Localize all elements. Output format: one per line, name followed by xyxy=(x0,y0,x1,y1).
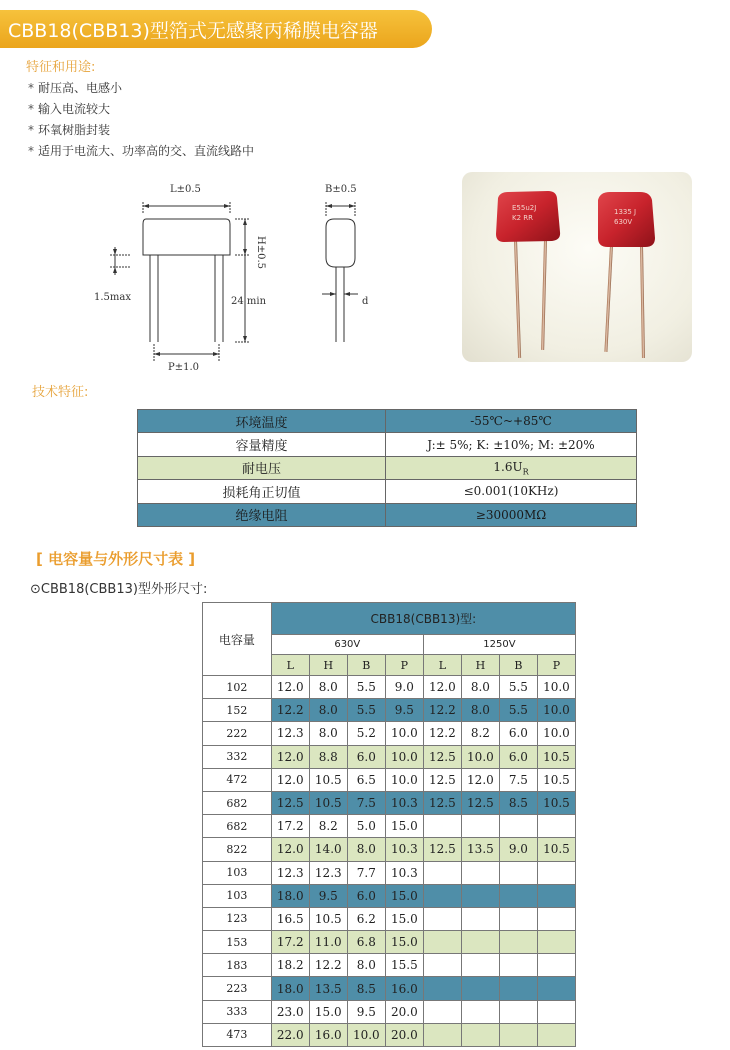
dimension-cell: 10.5 xyxy=(309,791,347,814)
dimension-cell: 15.0 xyxy=(385,931,423,954)
dimension-cell: 10.5 xyxy=(537,838,575,861)
dimension-cell xyxy=(461,1023,499,1046)
spec-value: -55℃~+85℃ xyxy=(386,410,637,433)
table-row xyxy=(203,768,576,791)
table-row xyxy=(138,503,637,526)
features-list xyxy=(28,78,254,162)
dimension-cell xyxy=(499,1023,537,1046)
dimension-cell: 13.5 xyxy=(461,838,499,861)
table-row xyxy=(203,699,576,722)
dim-label-lead-length: 24 min xyxy=(231,296,267,307)
capacitance-cell: 332 xyxy=(203,745,272,768)
dimension-cell: 10.5 xyxy=(537,768,575,791)
dimension-cell: 12.0 xyxy=(271,745,309,768)
spec-value: ≤0.001(10KHz) xyxy=(386,480,637,503)
table-row xyxy=(203,1000,576,1023)
dim-label-P: P±1.0 xyxy=(168,362,200,373)
dimension-cell: 6.0 xyxy=(499,745,537,768)
cap-marking: E55u2J xyxy=(512,204,537,212)
column-header: L xyxy=(423,655,461,676)
dimension-cell xyxy=(423,1000,461,1023)
table-row xyxy=(138,433,637,456)
dimension-cell: 10.5 xyxy=(309,768,347,791)
dimension-cell: 11.0 xyxy=(309,931,347,954)
dimension-cell xyxy=(499,861,537,884)
list-item: * 输入电流较大 xyxy=(28,99,254,120)
column-header: P xyxy=(385,655,423,676)
table-row xyxy=(203,861,576,884)
dimension-cell: 8.2 xyxy=(309,815,347,838)
table-row xyxy=(203,745,576,768)
dimension-cell xyxy=(537,977,575,1000)
dimension-cell: 10.0 xyxy=(537,699,575,722)
table-row xyxy=(203,676,576,699)
spec-name: 绝缘电阻 xyxy=(138,503,386,526)
dimension-cell xyxy=(423,931,461,954)
dimension-cell: 23.0 xyxy=(271,1000,309,1023)
cap-marking: 630V xyxy=(614,218,633,226)
dimension-cell xyxy=(537,1023,575,1046)
dimension-cell: 12.2 xyxy=(309,954,347,977)
dimension-cell: 12.5 xyxy=(461,791,499,814)
dimension-cell: 10.0 xyxy=(537,722,575,745)
capacitance-cell: 152 xyxy=(203,699,272,722)
dimension-cell: 7.7 xyxy=(347,861,385,884)
capacitance-cell: 682 xyxy=(203,815,272,838)
dimension-cell: 14.0 xyxy=(309,838,347,861)
dimension-cell: 10.0 xyxy=(385,722,423,745)
dimension-cell: 10.0 xyxy=(385,745,423,768)
dimension-cell xyxy=(537,815,575,838)
dimension-cell xyxy=(499,977,537,1000)
table-row xyxy=(138,480,637,503)
dim-label-H: H±0.5 xyxy=(255,236,266,270)
dimension-cell xyxy=(461,954,499,977)
dimension-cell: 18.2 xyxy=(271,954,309,977)
table-row xyxy=(203,884,576,907)
dimension-cell: 17.2 xyxy=(271,931,309,954)
dimension-drawing xyxy=(90,172,390,382)
dimension-cell: 17.2 xyxy=(271,815,309,838)
cap-marking: 1335 J xyxy=(614,208,637,216)
dimension-cell: 12.5 xyxy=(423,791,461,814)
dimension-cell: 8.0 xyxy=(461,676,499,699)
dimension-cell: 9.5 xyxy=(385,699,423,722)
spec-value: ≥30000MΩ xyxy=(386,503,637,526)
dimension-cell: 8.2 xyxy=(461,722,499,745)
dimension-cell: 10.3 xyxy=(385,791,423,814)
spec-value-cell xyxy=(386,456,637,479)
dimension-cell xyxy=(537,1000,575,1023)
capacitance-cell: 123 xyxy=(203,907,272,930)
dimension-cell: 18.0 xyxy=(271,977,309,1000)
cap-marking: K2 RR xyxy=(512,214,533,222)
dimension-cell xyxy=(423,861,461,884)
dimension-cell: 15.0 xyxy=(309,1000,347,1023)
column-header: H xyxy=(461,655,499,676)
dimension-cell: 12.0 xyxy=(423,676,461,699)
spec-name: 损耗角正切值 xyxy=(138,480,386,503)
dimension-cell: 15.5 xyxy=(385,954,423,977)
dimension-cell xyxy=(499,815,537,838)
dimension-cell: 10.5 xyxy=(537,791,575,814)
capacitance-cell: 102 xyxy=(203,676,272,699)
tech-spec-table xyxy=(137,409,637,527)
dimension-cell xyxy=(423,907,461,930)
dimension-cell xyxy=(499,931,537,954)
dimension-cell: 12.5 xyxy=(271,791,309,814)
table-row xyxy=(203,907,576,930)
column-header: H xyxy=(309,655,347,676)
capacitance-cell: 103 xyxy=(203,884,272,907)
dimension-cell: 9.5 xyxy=(309,884,347,907)
dimension-cell: 12.0 xyxy=(271,676,309,699)
list-item: * 耐压高、电感小 xyxy=(28,78,254,99)
dimension-cell xyxy=(423,1023,461,1046)
dimension-cell: 18.0 xyxy=(271,884,309,907)
dimension-cell: 12.5 xyxy=(423,768,461,791)
dimension-cell xyxy=(461,815,499,838)
dimension-cell: 10.0 xyxy=(385,768,423,791)
dimension-cell: 13.5 xyxy=(309,977,347,1000)
dimension-cell: 6.8 xyxy=(347,931,385,954)
dimension-cell: 6.5 xyxy=(347,768,385,791)
dimension-cell: 7.5 xyxy=(347,791,385,814)
dimension-cell xyxy=(423,977,461,1000)
capacitance-cell: 822 xyxy=(203,838,272,861)
dimension-cell: 22.0 xyxy=(271,1023,309,1046)
dimension-cell xyxy=(499,1000,537,1023)
spec-value-subscript: R xyxy=(522,467,529,477)
dimension-cell: 5.5 xyxy=(499,676,537,699)
dimension-cell: 9.0 xyxy=(499,838,537,861)
dimension-cell xyxy=(461,907,499,930)
dimension-cell: 15.0 xyxy=(385,907,423,930)
table-row xyxy=(138,456,637,479)
dimension-cell: 5.5 xyxy=(499,699,537,722)
page-title: CBB18(CBB13)型箔式无感聚丙稀膜电容器 xyxy=(8,20,378,42)
dim-label-lead-max: 1.5max xyxy=(94,292,131,303)
dimension-cell xyxy=(499,907,537,930)
dimension-cell xyxy=(537,884,575,907)
dimension-cell xyxy=(461,931,499,954)
dimension-cell: 20.0 xyxy=(385,1000,423,1023)
dimension-cell: 12.0 xyxy=(461,768,499,791)
dimension-cell: 16.0 xyxy=(385,977,423,1000)
dimension-cell: 10.5 xyxy=(537,745,575,768)
dimension-cell: 8.0 xyxy=(461,699,499,722)
table-row xyxy=(203,815,576,838)
column-header: B xyxy=(499,655,537,676)
spec-name: 环境温度 xyxy=(138,410,386,433)
table-row xyxy=(203,954,576,977)
capacitance-cell: 223 xyxy=(203,977,272,1000)
column-header: L xyxy=(271,655,309,676)
dimension-cell: 15.0 xyxy=(385,815,423,838)
dimension-cell xyxy=(537,954,575,977)
dim-label-B: B±0.5 xyxy=(325,184,357,195)
dimension-cell: 6.0 xyxy=(347,745,385,768)
table-row xyxy=(203,722,576,745)
dimension-cell xyxy=(461,884,499,907)
dimension-cell: 12.2 xyxy=(423,699,461,722)
dimension-cell: 6.0 xyxy=(347,884,385,907)
table-row xyxy=(203,791,576,814)
dimension-cell: 8.0 xyxy=(309,699,347,722)
dimension-cell xyxy=(461,1000,499,1023)
table-row xyxy=(203,1023,576,1046)
capacitance-cell: 103 xyxy=(203,861,272,884)
dimension-cell: 10.0 xyxy=(347,1023,385,1046)
spec-name: 容量精度 xyxy=(138,433,386,456)
dimension-cell: 16.5 xyxy=(271,907,309,930)
spec-name: 耐电压 xyxy=(138,456,386,479)
tech-heading: 技术特征: xyxy=(32,385,89,400)
spec-value: 1.6U xyxy=(493,459,523,474)
dimension-cell: 12.5 xyxy=(423,745,461,768)
capacitor-front-outline xyxy=(143,219,230,255)
features-heading: 特征和用途: xyxy=(26,60,96,75)
dimension-cell: 8.0 xyxy=(347,954,385,977)
table-header-row xyxy=(203,603,576,635)
capacitor-side-outline xyxy=(326,219,355,267)
spec-value: J:± 5%; K: ±10%; M: ±20% xyxy=(386,433,637,456)
dimension-cell: 12.3 xyxy=(309,861,347,884)
dimension-cell xyxy=(537,931,575,954)
column-header-capacitance: 电容量 xyxy=(203,603,272,676)
dimension-cell: 8.0 xyxy=(309,722,347,745)
dimension-cell xyxy=(537,907,575,930)
capacitance-cell: 153 xyxy=(203,931,272,954)
table-row xyxy=(203,931,576,954)
dims-subnote: ⊙CBB18(CBB13)型外形尺寸: xyxy=(30,582,208,597)
dimension-cell: 8.0 xyxy=(309,676,347,699)
dimension-cell: 12.5 xyxy=(423,838,461,861)
column-header: B xyxy=(347,655,385,676)
capacitance-cell: 682 xyxy=(203,791,272,814)
column-header-voltage: 630V xyxy=(271,635,423,655)
dimension-cell: 9.5 xyxy=(347,1000,385,1023)
dims-heading: [ 电容量与外形尺寸表 ] xyxy=(36,550,196,568)
capacitance-cell: 333 xyxy=(203,1000,272,1023)
dimension-table xyxy=(202,602,576,1047)
dimension-cell: 5.5 xyxy=(347,676,385,699)
dimension-cell: 10.3 xyxy=(385,861,423,884)
title-banner xyxy=(0,10,432,48)
list-item: * 环氧树脂封装 xyxy=(28,120,254,141)
dimension-cell: 12.0 xyxy=(271,768,309,791)
dimension-cell xyxy=(423,884,461,907)
dimension-cell: 5.0 xyxy=(347,815,385,838)
capacitors-illustration xyxy=(462,172,692,362)
dimension-cell: 6.2 xyxy=(347,907,385,930)
list-item: * 适用于电流大、功率高的交、直流线路中 xyxy=(28,141,254,162)
dimension-cell xyxy=(499,884,537,907)
dim-label-L: L±0.5 xyxy=(170,184,201,195)
table-row xyxy=(203,838,576,861)
dimension-cell: 6.0 xyxy=(499,722,537,745)
dimension-cell: 12.0 xyxy=(271,838,309,861)
dimension-cell: 10.0 xyxy=(461,745,499,768)
capacitance-cell: 472 xyxy=(203,768,272,791)
dimension-cell xyxy=(537,861,575,884)
dimension-cell: 15.0 xyxy=(385,884,423,907)
dimension-cell: 10.5 xyxy=(309,907,347,930)
table-row xyxy=(203,977,576,1000)
dimension-cell xyxy=(423,954,461,977)
dimension-cell: 8.5 xyxy=(347,977,385,1000)
capacitance-cell: 183 xyxy=(203,954,272,977)
dimension-cell xyxy=(423,815,461,838)
product-photo xyxy=(462,172,692,362)
dimension-cell xyxy=(461,977,499,1000)
dim-label-d: d xyxy=(362,296,369,307)
capacitance-cell: 222 xyxy=(203,722,272,745)
column-header: P xyxy=(537,655,575,676)
column-header-model: CBB18(CBB13)型: xyxy=(271,603,575,635)
column-header-voltage: 1250V xyxy=(423,635,575,655)
dimension-cell: 12.3 xyxy=(271,722,309,745)
dimension-cell: 16.0 xyxy=(309,1023,347,1046)
dimension-cell: 12.2 xyxy=(271,699,309,722)
dimension-cell: 12.2 xyxy=(423,722,461,745)
dimension-cell: 9.0 xyxy=(385,676,423,699)
dimension-cell: 12.3 xyxy=(271,861,309,884)
dimension-cell: 10.3 xyxy=(385,838,423,861)
dimension-cell xyxy=(499,954,537,977)
capacitance-cell: 473 xyxy=(203,1023,272,1046)
dimension-cell: 8.8 xyxy=(309,745,347,768)
dimension-cell: 20.0 xyxy=(385,1023,423,1046)
dimension-cell: 8.5 xyxy=(499,791,537,814)
dimension-cell: 5.2 xyxy=(347,722,385,745)
table-row xyxy=(138,410,637,433)
dimension-cell: 5.5 xyxy=(347,699,385,722)
dimension-cell: 8.0 xyxy=(347,838,385,861)
dimension-cell: 10.0 xyxy=(537,676,575,699)
dimension-cell: 7.5 xyxy=(499,768,537,791)
dimension-cell xyxy=(461,861,499,884)
